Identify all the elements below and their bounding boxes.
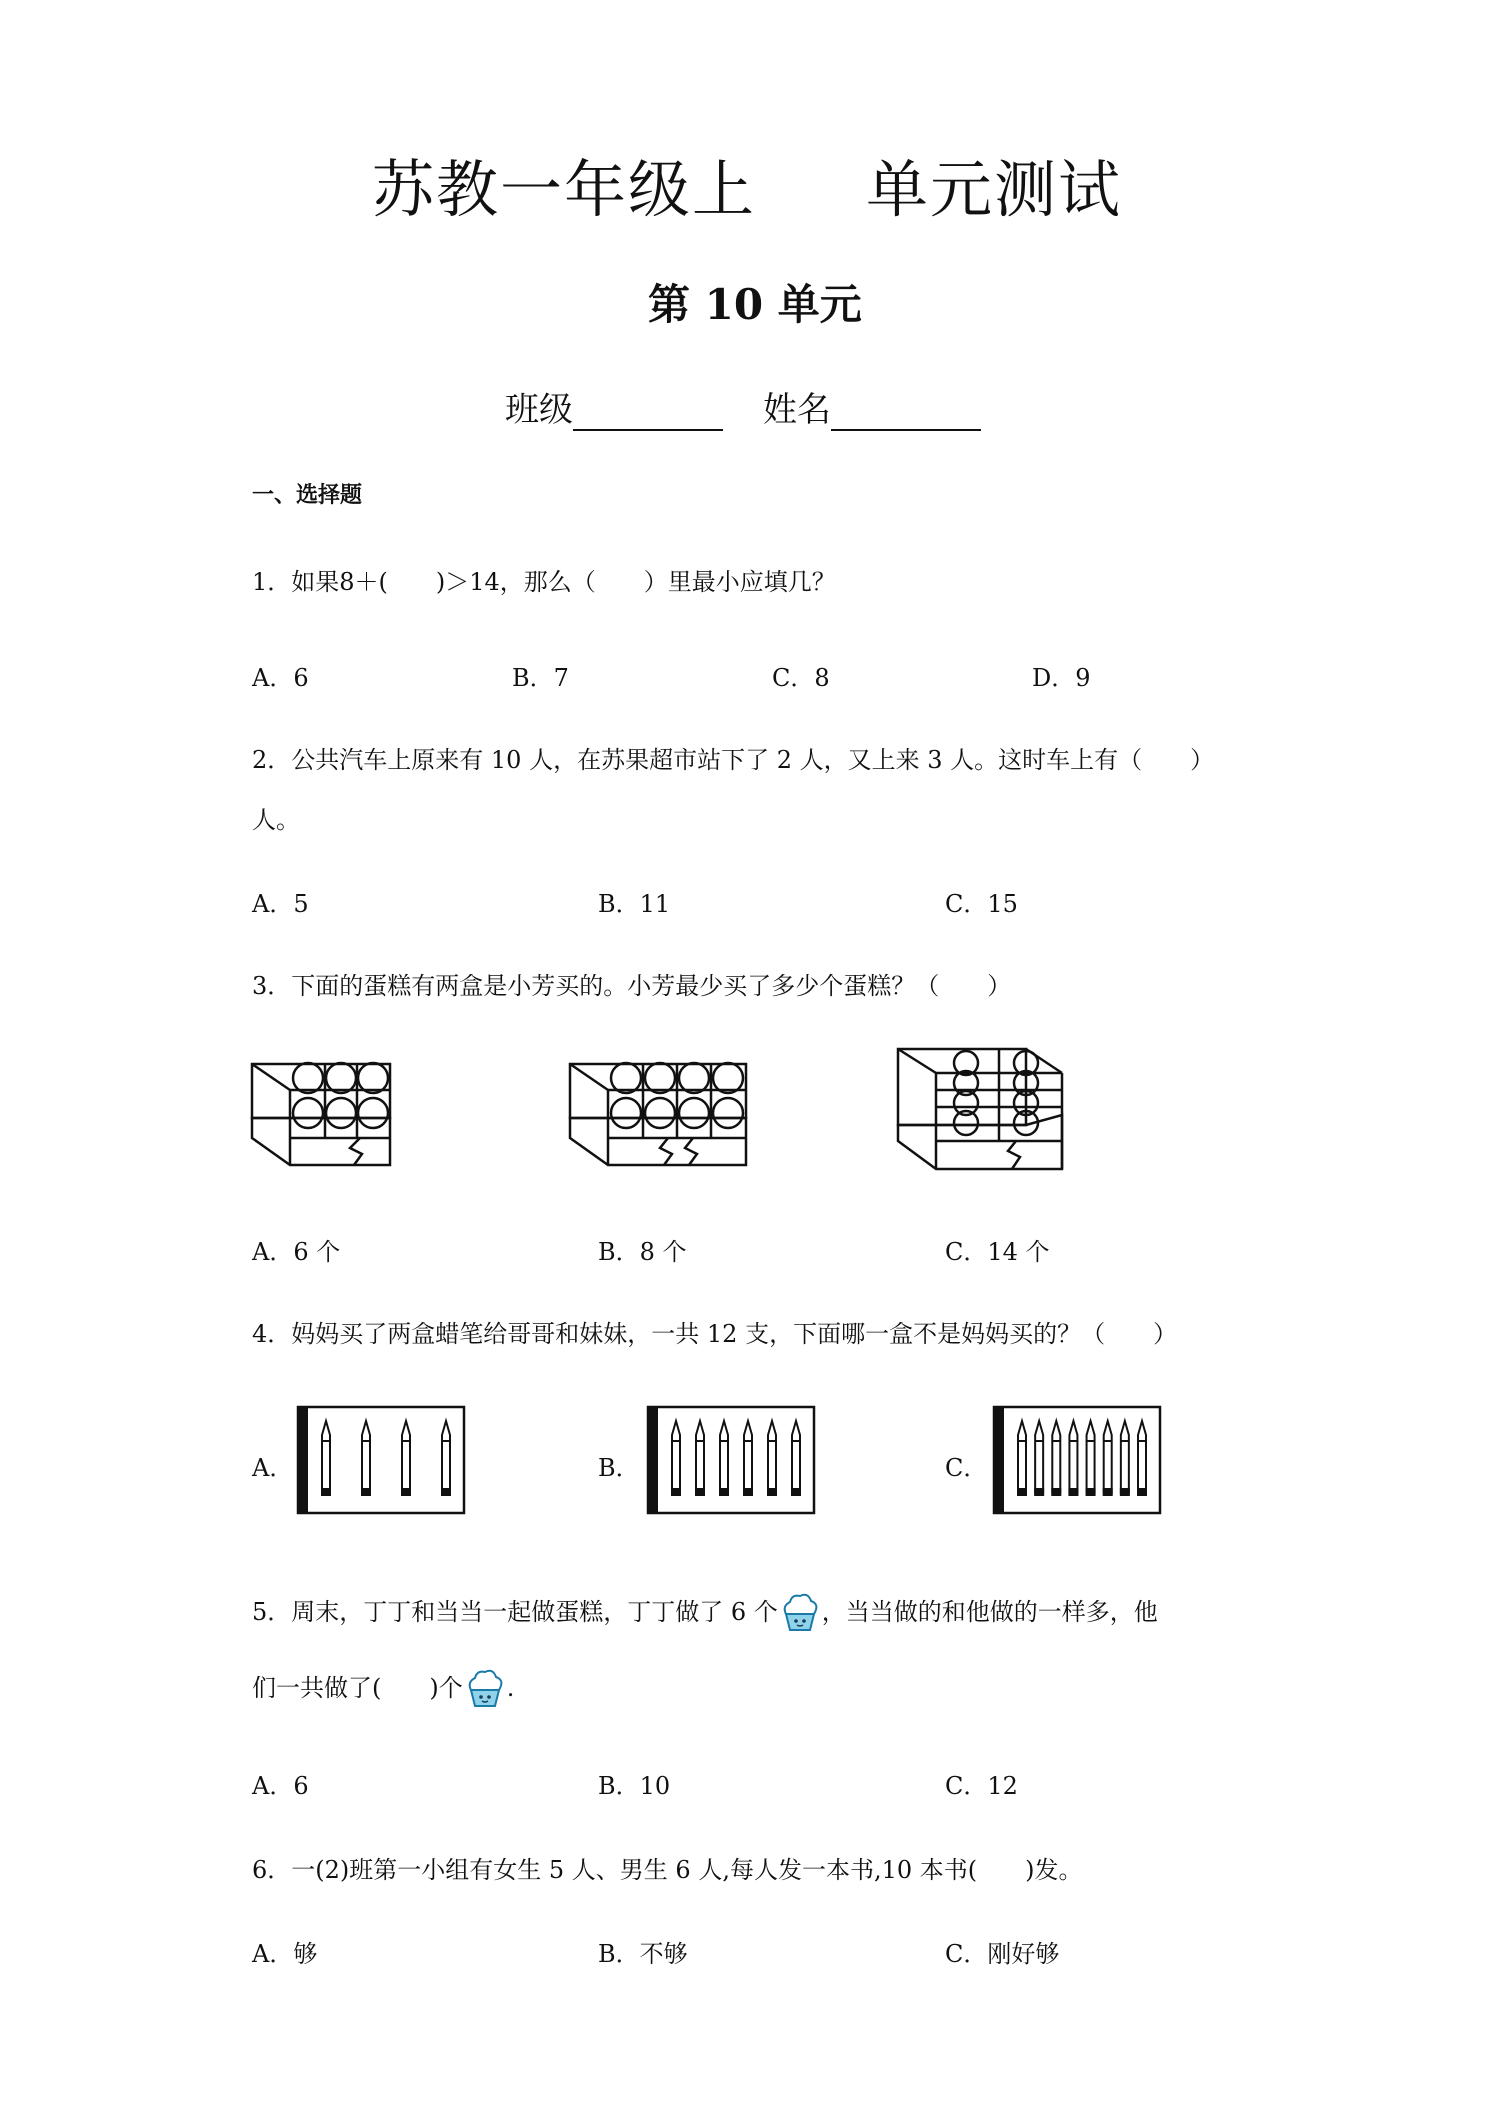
class-name-line [505,382,1021,431]
crayon-icon [768,1421,776,1495]
crayon-icon [1035,1421,1043,1495]
q4-option-b[interactable]: B． [598,1454,640,1482]
q1-option-d[interactable]: D．9 [1032,664,1091,692]
q5-option-a[interactable]: A．6 [252,1772,309,1800]
class-blank[interactable] [573,395,723,431]
question-6: 6．一(2)班第一小组有女生 5 人、男生 6 人,每人发一本书,10 本书( )发。 [252,1856,1083,1884]
doc-title-left: 苏教一年级上 [372,153,757,226]
q1-option-b[interactable]: B．7 [512,664,569,692]
q5-text-d: . [506,1674,515,1702]
q3-option-b[interactable]: B．8 个 [598,1238,687,1266]
q5-option-c[interactable]: C．12 [945,1772,1018,1800]
name-label: 姓名 [763,390,831,430]
question-5-line1 [252,1590,1158,1634]
crayon-icon [1018,1421,1026,1495]
q1-option-c[interactable]: C．8 [772,664,830,692]
crayon-icon [1052,1421,1060,1495]
q6-option-a[interactable]: A．够 [252,1940,318,1968]
question-3: 3．下面的蛋糕有两盒是小芳买的。小芳最少买了多少个蛋糕？（ ） [252,972,1012,1000]
crayon-icon [1069,1421,1077,1495]
unit-title: 第 10 单元 [648,280,862,329]
doc-title-right: 单元测试 [866,153,1123,226]
q4-option-a[interactable]: A． [252,1454,294,1482]
question-2-cont: 人。 [252,806,300,834]
class-label: 班级 [505,390,573,430]
question-4: 4．妈妈买了两盒蜡笔给哥哥和妹妹，一共 12 支，下面哪一盒不是妈妈买的？（ ） [252,1320,1178,1348]
name-blank[interactable] [831,395,981,431]
crayon-icon [672,1421,680,1495]
question-2: 2．公共汽车上原来有 10 人，在苏果超市站下了 2 人，又上来 3 人。这时车上有（ ） [252,746,1215,774]
crayon-box-6[interactable] [646,1405,816,1515]
q1-option-a[interactable]: A．6 [252,664,309,692]
q6-option-b[interactable]: B．不够 [598,1940,688,1968]
question-5-line2 [252,1666,514,1710]
crayon-box-4[interactable] [296,1405,466,1515]
crayon-icon [362,1421,370,1495]
crayon-icon [1121,1421,1129,1495]
crayon-icon [322,1421,330,1495]
q3-option-c[interactable]: C．14 个 [945,1238,1050,1266]
q2-option-b[interactable]: B．11 [598,890,671,918]
crayon-icon [1087,1421,1095,1495]
crayon-icon [744,1421,752,1495]
crayon-box-8[interactable] [992,1405,1162,1515]
cake-box-6 [250,1050,400,1170]
crayon-icon [402,1421,410,1495]
q4-option-c[interactable]: C． [945,1454,988,1482]
cake-box-8b [896,1045,1066,1175]
q2-option-c[interactable]: C．15 [945,890,1018,918]
q5-option-b[interactable]: B．10 [598,1772,671,1800]
cupcake-icon [463,1666,507,1710]
crayon-icon [720,1421,728,1495]
crayon-icon [1104,1421,1112,1495]
crayon-icon [442,1421,450,1495]
q2-option-a[interactable]: A．5 [252,890,309,918]
q3-option-a[interactable]: A．6 个 [252,1238,341,1266]
crayon-icon [1138,1421,1146,1495]
cupcake-icon [778,1590,822,1634]
q5-text-a: 5．周末，丁丁和当当一起做蛋糕，丁丁做了 6 个 [252,1598,778,1626]
cake-box-8a [568,1050,748,1170]
question-1: 1．如果8＋( )＞14，那么（ ）里最小应填几？ [252,568,836,596]
q6-option-c[interactable]: C．刚好够 [945,1940,1060,1968]
section-title: 一、选择题 [252,483,363,508]
q5-text-c: 们一共做了( )个 [252,1674,463,1702]
crayon-icon [792,1421,800,1495]
crayon-icon [696,1421,704,1495]
q5-text-b: ，当当做的和他做的一样多，他 [821,1598,1158,1626]
